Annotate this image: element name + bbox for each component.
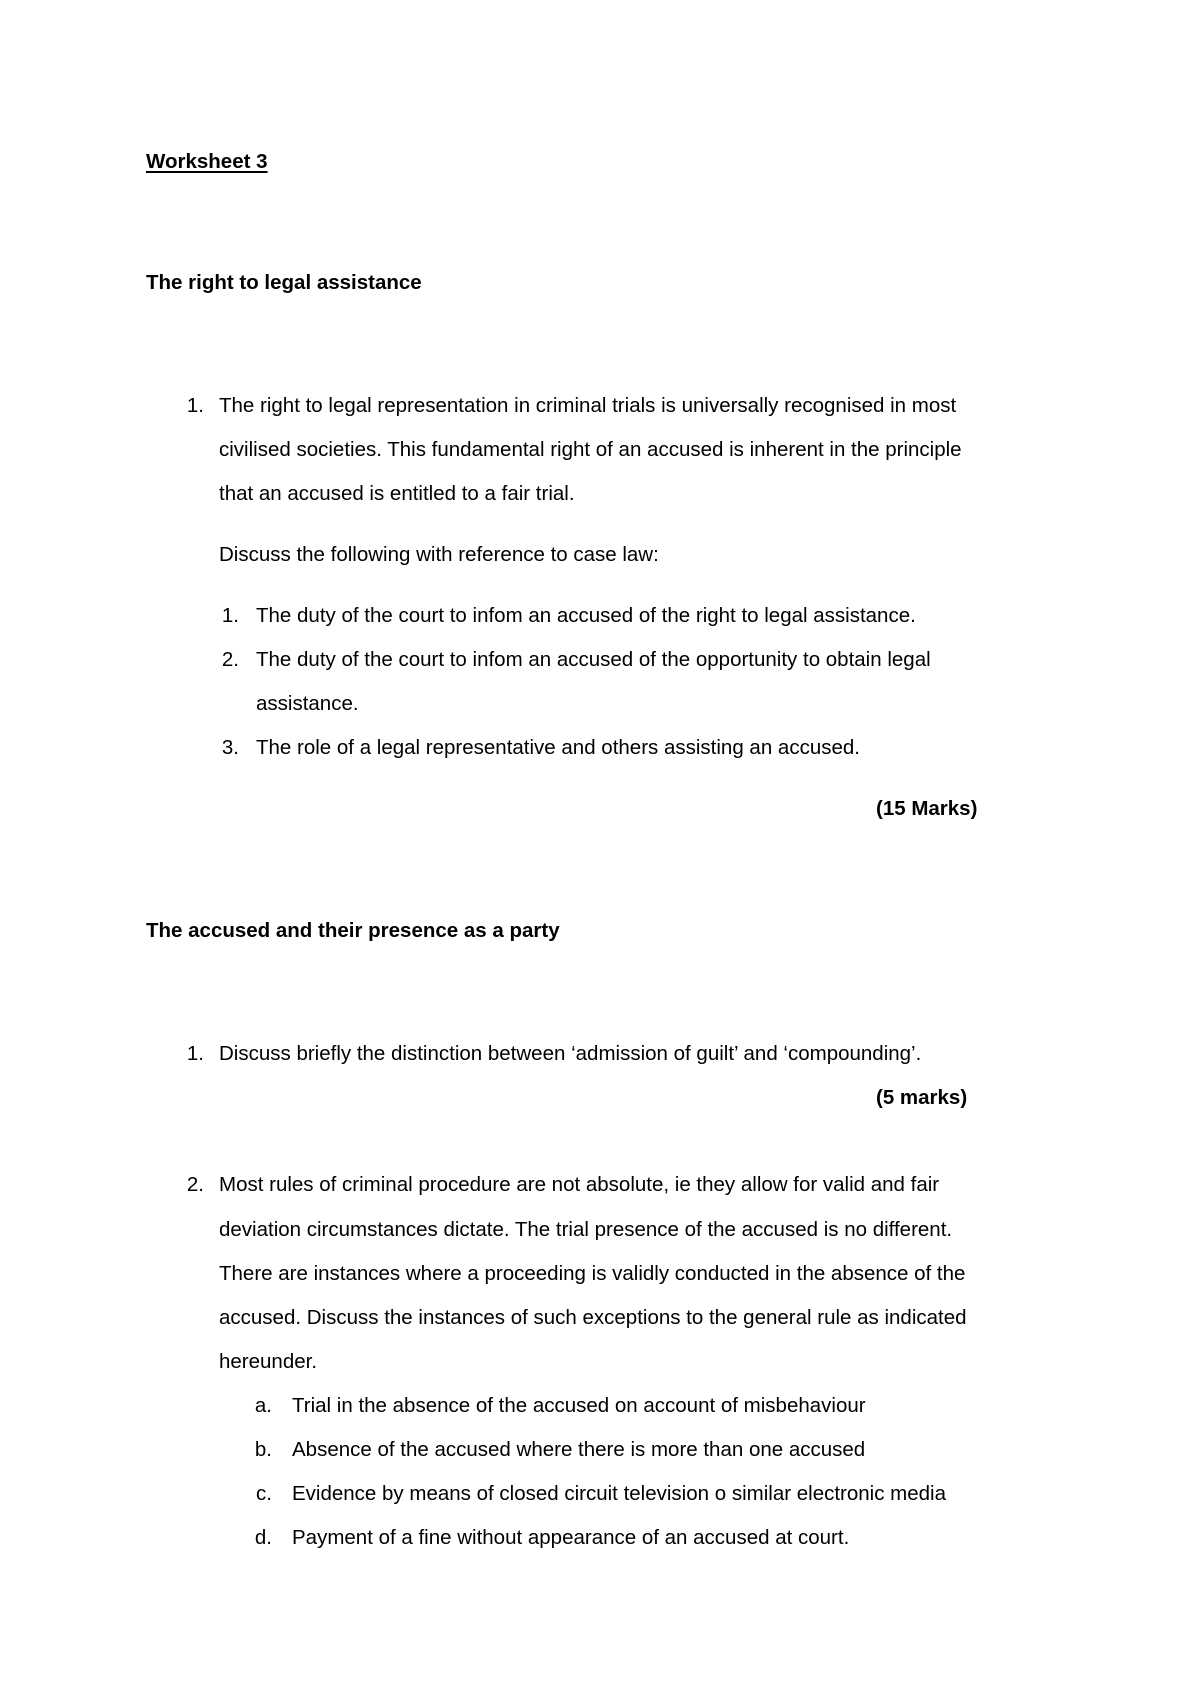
section-heading-accused-presence: The accused and their presence as a party: [146, 919, 560, 942]
sub-item-text: The duty of the court to infom an accused of the opportunity to obtain legal: [256, 648, 931, 671]
lettered-item-letter: d.: [254, 1526, 272, 1549]
question-text-line: Discuss briefly the distinction between ‘admission of guilt’ and ‘compounding’.: [219, 1042, 922, 1065]
lettered-item-text: Absence of the accused where there is more than one accused: [292, 1438, 866, 1461]
question-text-line: civilised societies. This fundamental right of an accused is inherent in the principle: [219, 438, 962, 461]
question-text-line: accused. Discuss the instances of such exceptions to the general rule as indicated: [219, 1306, 967, 1329]
sub-item-number: 3.: [221, 736, 239, 759]
sub-item-text: The duty of the court to infom an accused of the right to legal assistance.: [256, 604, 916, 627]
question-text-line: Most rules of criminal procedure are not absolute, ie they allow for valid and fair: [219, 1173, 940, 1196]
question-text-line: deviation circumstances dictate. The trial presence of the accused is no different.: [219, 1218, 953, 1241]
question-number: 2.: [186, 1173, 204, 1196]
lettered-item-text: Payment of a fine without appearance of an accused at court.: [292, 1526, 850, 1549]
marks-label: (15 Marks): [876, 797, 978, 820]
sub-item-number: 2.: [221, 648, 239, 671]
lettered-item-letter: b.: [254, 1438, 272, 1461]
lettered-item-letter: a.: [254, 1394, 272, 1417]
question-text-line: that an accused is entitled to a fair trial.: [219, 482, 575, 505]
marks-label: (5 marks): [876, 1086, 968, 1109]
lettered-item-text: Evidence by means of closed circuit television o similar electronic media: [292, 1482, 947, 1505]
lettered-item-text: Trial in the absence of the accused on account of misbehaviour: [292, 1394, 866, 1417]
lettered-item-letter: c.: [256, 1482, 272, 1505]
sub-item-text: The role of a legal representative and others assisting an accused.: [256, 736, 860, 759]
question-number: 1.: [186, 394, 204, 417]
question-text-line: The right to legal representation in criminal trials is universally recognised in most: [219, 394, 957, 417]
sub-item-number: 1.: [221, 604, 239, 627]
question-text-line: hereunder.: [219, 1350, 318, 1373]
question-number: 1.: [186, 1042, 204, 1065]
question-instruction: Discuss the following with reference to case law:: [219, 543, 659, 566]
question-text-line: There are instances where a proceeding is validly conducted in the absence of the: [219, 1262, 966, 1285]
sub-item-text: assistance.: [256, 692, 359, 715]
section-heading-legal-assistance: The right to legal assistance: [146, 271, 422, 294]
worksheet-title: Worksheet 3: [146, 150, 268, 173]
